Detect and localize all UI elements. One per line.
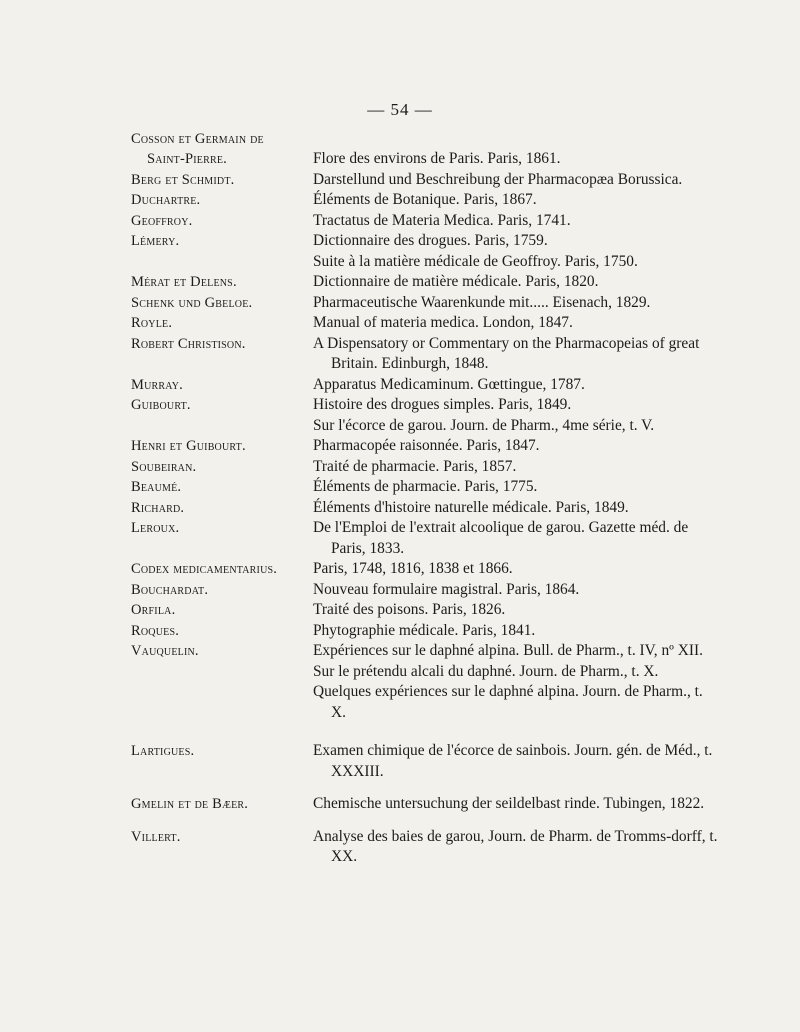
reference-text: Phytographie médicale. Paris, 1841. — [313, 621, 536, 639]
reference-text: Analyse des baies de garou, Journ. de Pharm. de Tromms-dorff, t. XX. — [313, 827, 718, 865]
reference-text: Pharmaceutische Waarenkunde mit..... Eisenach, 1829. — [313, 293, 651, 311]
bibliography-entry — [131, 559, 721, 580]
bibliography-entry — [131, 313, 721, 334]
bibliography-entry — [131, 436, 721, 457]
reference-text: Sur l'écorce de garou. Journ. de Pharm., 4me série, t. V. — [313, 416, 655, 434]
reference-text: Dictionnaire de matière médicale. Paris, 1820. — [313, 273, 599, 290]
author-name: Guibourt. — [131, 397, 191, 413]
reference-text: Manual of materia medica. London, 1847. — [313, 314, 573, 331]
reference-text: Traité de pharmacie. Paris, 1857. — [313, 457, 517, 475]
bibliography-entry — [131, 741, 721, 782]
author-name: Lémery. — [131, 233, 180, 249]
reference-text: Darstellund und Beschreibung der Pharmacopæa Borussica. — [313, 170, 683, 188]
bibliography-entry — [131, 477, 721, 498]
author-name: Cosson et Germain de — [131, 131, 264, 147]
bibliography-entry — [131, 827, 721, 868]
author-name: Leroux. — [131, 520, 180, 536]
bibliography-entry-head — [131, 129, 721, 149]
author-name: Murray. — [131, 376, 184, 393]
reference-text: Flore des environs de Paris. Paris, 1861. — [313, 150, 561, 167]
reference-text: Éléments de pharmacie. Paris, 1775. — [313, 478, 538, 495]
reference-text: Dictionnaire des drogues. Paris, 1759. — [313, 232, 548, 249]
reference-text: A Dispensatory or Commentary on the Pharmacopeias of great Britain. Edinburgh, 1848. — [313, 334, 700, 372]
bibliography-entry — [131, 211, 721, 232]
bibliography-entry — [131, 272, 721, 293]
page-number: — 54 — — [367, 100, 433, 119]
author-name: Roques. — [131, 622, 180, 639]
author-name: Duchartre. — [131, 192, 201, 208]
reference-text: Pharmacopée raisonnée. Paris, 1847. — [313, 437, 540, 454]
author-name: Beaumé. — [131, 479, 182, 495]
reference-text: Éléments de Botanique. Paris, 1867. — [313, 191, 537, 208]
reference-text: Éléments d'histoire naturelle médicale. Paris, 1849. — [313, 498, 629, 516]
bibliography-entry — [131, 518, 721, 559]
reference-text: Quelques expériences sur le daphné alpina. Journ. de Pharm., t. X. — [313, 683, 703, 721]
bibliography-entry — [131, 621, 721, 642]
author-name: Soubeiran. — [131, 458, 197, 475]
author-name: Orfila. — [131, 602, 176, 618]
author-name-continued: Saint-Pierre. — [147, 151, 227, 167]
author-name: Berg et Schmidt. — [131, 171, 235, 188]
reference-text: Tractatus de Materia Medica. Paris, 1741. — [313, 211, 571, 229]
bibliography-entry — [131, 580, 721, 601]
reference-text: Nouveau formulaire magistral. Paris, 1864. — [313, 580, 580, 598]
bibliography-list — [131, 129, 721, 868]
bibliography-entry — [131, 334, 721, 375]
bibliography-entry — [131, 293, 721, 314]
bibliography-entry — [131, 641, 721, 723]
reference-text: Traité des poisons. Paris, 1826. — [313, 601, 506, 618]
bibliography-entry — [131, 190, 721, 211]
reference-text: Suite à la matière médicale de Geoffroy. Paris, 1750. — [313, 252, 638, 270]
author-name: Royle. — [131, 315, 173, 331]
author-name: Lartigues. — [131, 743, 195, 759]
reference-text: Paris, 1748, 1816, 1838 et 1866. — [313, 560, 513, 577]
bibliography-entry — [131, 600, 721, 621]
author-name: Vauquelin. — [131, 643, 199, 659]
author-name: Henri et Guibourt. — [131, 438, 246, 454]
author-name: Villert. — [131, 828, 181, 845]
author-name: Bouchardat. — [131, 581, 209, 598]
reference-text: Sur le prétendu alcali du daphné. Journ. de Pharm., t. X. — [313, 662, 659, 680]
bibliography-entry — [131, 375, 721, 396]
reference-text: Apparatus Medicaminum. Gœttingue, 1787. — [313, 375, 585, 393]
author-name: Geoffroy. — [131, 212, 193, 229]
author-name: Robert Christison. — [131, 335, 246, 352]
author-name: Codex medicamentarius. — [131, 561, 278, 577]
bibliography-entry — [131, 149, 721, 170]
bibliography-entry — [131, 395, 721, 436]
author-name: Richard. — [131, 499, 185, 516]
reference-text: Chemische untersuchung der seildelbast rinde. Tubingen, 1822. — [313, 795, 705, 812]
bibliography-entry — [131, 231, 721, 272]
reference-text: De l'Emploi de l'extrait alcoolique de garou. Gazette méd. de Paris, 1833. — [313, 519, 689, 557]
bibliography-entry — [131, 794, 721, 815]
reference-text: Histoire des drogues simples. Paris, 1849. — [313, 396, 572, 413]
author-name: Schenk und Gbeloe. — [131, 294, 253, 311]
reference-text: Examen chimique de l'écorce de sainbois. Journ. gén. de Méd., t. XXXIII. — [313, 742, 713, 780]
author-name: Gmelin et de Bæer. — [131, 796, 249, 812]
bibliography-entry — [131, 170, 721, 191]
bibliography-entry — [131, 457, 721, 478]
author-name: Mérat et Delens. — [131, 274, 237, 290]
bibliography-entry — [131, 498, 721, 519]
reference-text: Expériences sur le daphné alpina. Bull. de Pharm., t. IV, nº XII. — [313, 642, 704, 659]
